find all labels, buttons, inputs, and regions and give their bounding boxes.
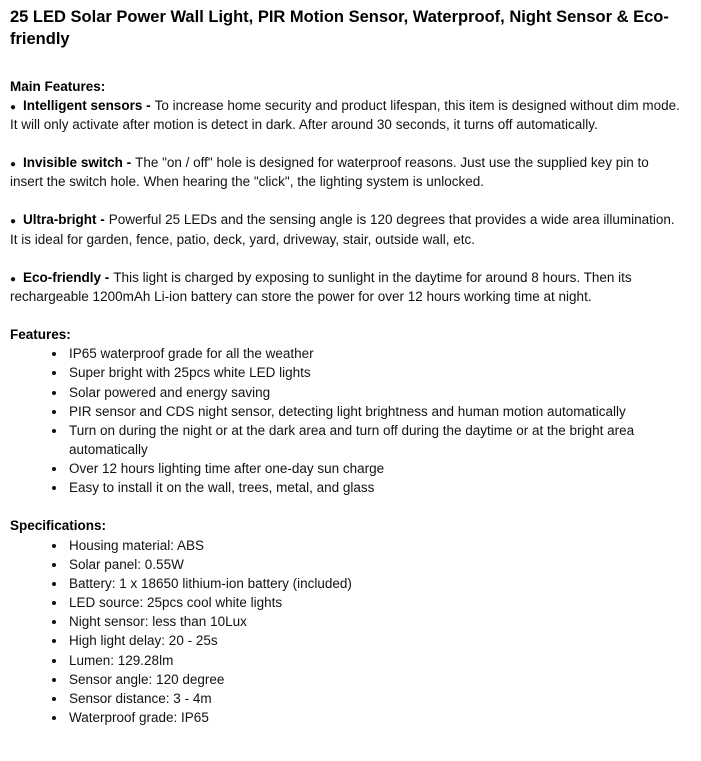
main-feature-text: Powerful 25 LEDs and the sensing angle is 120 degrees that provides a wide area illumination. It is ideal for garden, fence, patio, deck, yard, driveway, stair, outside wall, etc. [10, 212, 675, 247]
main-feature-text: The "on / off" hole is designed for waterproof reasons. Just use the supplied key pin to insert the switch hole. When hearing the "click", the lighting system is unlocked. [10, 155, 649, 190]
list-item: • IP65 waterproof grade for all the weather [67, 344, 685, 363]
bullet-icon: ● [10, 273, 17, 285]
specifications-list [10, 536, 685, 728]
specifications-heading: Specifications: [10, 518, 107, 534]
list-item: • Battery: 1 x 18650 lithium-ion battery (included) [67, 574, 685, 593]
main-features-heading: Main Features: [10, 78, 106, 94]
main-feature-label: Invisible switch - [23, 155, 132, 171]
list-item: • Sensor distance: 3 - 4m [67, 689, 685, 708]
main-feature-label: Intelligent sensors - [23, 97, 151, 113]
bullet-icon: ● [10, 101, 17, 113]
main-feature-text: This light is charged by exposing to sunlight in the daytime for around 8 hours. Then its rechargeable 1200mAh Li-ion battery can store the power for over 12 hours working time at night. [10, 269, 632, 304]
list-item: • Lumen: 129.28lm [67, 651, 685, 670]
list-item: • PIR sensor and CDS night sensor, detecting light brightness and human motion automatically [67, 402, 685, 421]
list-item: • Solar powered and energy saving [67, 383, 685, 402]
list-item: • Sensor angle: 120 degree [67, 670, 685, 689]
list-item: • Over 12 hours lighting time after one-day sun charge [67, 459, 685, 478]
main-feature-text: To increase home security and product lifespan, this item is designed without dim mode. It will only activate after motion is detect in dark. After around 30 seconds, it turns off automatically. [10, 97, 680, 132]
list-item: • High light delay: 20 - 25s [67, 631, 685, 650]
main-feature-label: Ultra-bright - [23, 212, 105, 228]
list-item: • Night sensor: less than 10Lux [67, 612, 685, 631]
main-feature-item [10, 153, 685, 191]
list-item: • Super bright with 25pcs white LED lights [67, 363, 685, 382]
features-heading: Features: [10, 327, 71, 343]
main-feature-item [10, 210, 685, 248]
list-item: • Turn on during the night or at the dark area and turn off during the daytime or at the bright area automatically [67, 421, 685, 459]
list-item: • Easy to install it on the wall, trees, metal, and glass [67, 478, 685, 497]
main-feature-label: Eco-friendly - [23, 269, 110, 285]
list-item: • LED source: 25pcs cool white lights [67, 593, 685, 612]
features-list [10, 344, 685, 497]
main-feature-item [10, 96, 685, 134]
bullet-icon: ● [10, 216, 17, 228]
list-item: • Waterproof grade: IP65 [67, 708, 685, 727]
page-title: 25 LED Solar Power Wall Light, PIR Motion Sensor, Waterproof, Night Sensor & Eco-friendly [10, 8, 669, 49]
list-item: • Housing material: ABS [67, 536, 685, 555]
list-item: • Solar panel: 0.55W [67, 555, 685, 574]
main-feature-item [10, 268, 685, 306]
bullet-icon: ● [10, 159, 17, 171]
